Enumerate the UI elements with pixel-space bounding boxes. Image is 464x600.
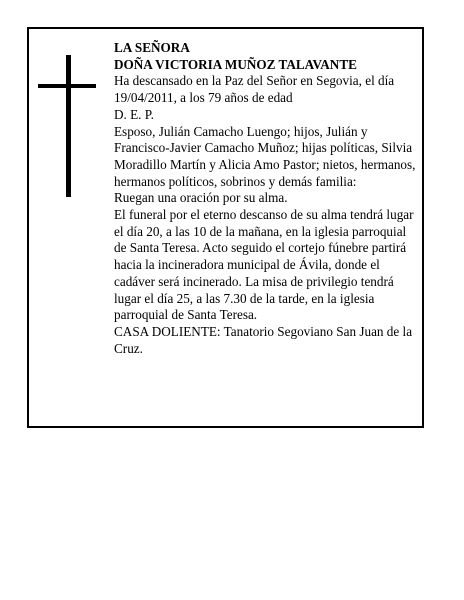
death-statement: Ha descansado en la Paz del Señor en Segovia, el día 19/04/2011, a los 79 años de edad — [114, 73, 395, 106]
obituary-text — [114, 40, 416, 357]
family-list: Esposo, Julián Camacho Luengo; hijos, Julián y Francisco-Javier Camacho Muñoz; hijas políticas, Silvia Moradillo Martín y Alicia Amo Pastor; nietos, hermanos, hermanos políticos, sobrinos y demás familia: — [114, 123, 416, 189]
funeral-details: El funeral por el eterno descanso de su alma tendrá lugar el día 20, a las 10 de la mañana, en la iglesia parroquial de Santa Teresa. Acto seguido el cortejo fúnebre partirá hacia la incineradora municipal de Ávila, donde el cadáver será incinerado. La misa de privilegio tendrá lugar el día 25, a las 7.30 de la tarde, en la iglesia parroquial de Santa Teresa. — [114, 207, 414, 323]
cross-icon-horizontal-bar — [38, 84, 96, 88]
rip-line: D. E. P. — [114, 106, 154, 122]
deceased-name: DOÑA VICTORIA MUÑOZ TALAVANTE — [114, 56, 357, 72]
cross-icon-vertical-bar — [66, 55, 71, 197]
funeral-home: CASA DOLIENTE: Tanatorio Segoviano San Juan de la Cruz. — [114, 323, 413, 356]
prayer-request: Ruegan una oración por su alma. — [114, 190, 288, 206]
deceased-title: LA SEÑORA — [114, 40, 190, 55]
